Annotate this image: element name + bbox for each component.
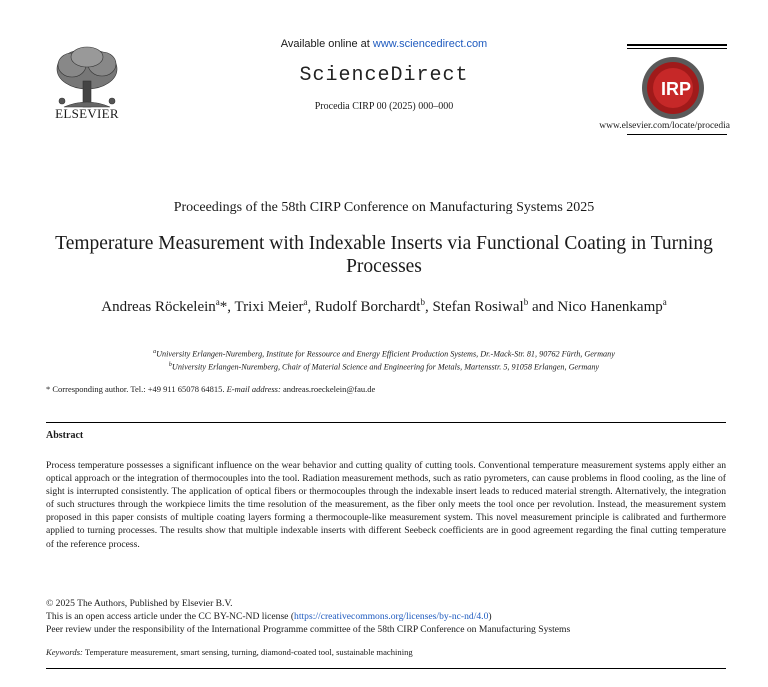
affiliation-text: University Erlangen-Nuremberg, Institute for Ressource and Energy Efficient Production Systems, Dr.-Mack-Str. 81, 90762 Fürth, Germany [156,349,615,359]
conference-name: Proceedings of the 58th CIRP Conference on Manufacturing Systems 2025 [173,200,595,215]
keywords [46,647,413,657]
license-line: This is an open access article under the CC BY-NC-ND license (https://creativecommons.org/licenses/by-nc-nd/4.0) [46,611,492,623]
license-link[interactable]: https://creativecommons.org/licenses/by-nc-nd/4.0 [294,611,489,623]
keywords-text: Temperature measurement, smart sensing, turning, diamond-coated tool, sustainable machining [82,647,413,657]
abstract-text: Process temperature possesses a significant influence on the wear behavior and cutting quality of cutting tools. Conventional temperature measurement systems apply either an optical approach or the integration of thermocouples into the tool. Radiation measurement methods, such as ratio pyrometers, can cause problems in flood cooling, as the line of sight is interrupted consistently. The application of optical fibers or thermocouples through the indexable insert leads to reduced material strength. Alternatively, the integration of such structures through the workpiece limits the time resolution of the measurement, as the fiber only meets the tool once per revolution. Instead, the measurement system proposed in this paper consists of multiple coating layers forming a thermocouple-like measurement system. This novel measurement principle is calibrated and furthermore applied to turning processes. The results show that multiple indexable inserts with different Seebeck coefficients are in good agreement regarding the final cutting temperature of the reference process. [46,460,726,550]
author-name: Stefan Rosiwal [432,299,524,315]
paper-title: Temperature Measurement with Indexable Inserts via Functional Coating in Turning Processes [55,233,713,277]
sciencedirect-link[interactable]: www.sciencedirect.com [372,38,488,50]
cirp-logo-text: IRP [660,79,692,99]
available-online: Available online at www.sciencedirect.com [280,38,488,50]
author-affiliation-mark: a [662,297,667,307]
cirp-logo [640,55,706,121]
author-affiliation-mark: b [523,297,529,307]
corresponding-mark: * [219,299,228,315]
publisher-name: ELSEVIER [55,106,119,121]
corresponding-email[interactable]: andreas.roeckelein@fau.de [280,384,376,394]
copyright-block [46,597,726,636]
header-rule-top-thin [627,48,727,49]
affiliation-line [40,360,728,373]
corresponding-author: * Corresponding author. Tel.: +49 911 65078 64815. E-mail address: andreas.roeckelein@fau.de [46,384,376,394]
affiliation-text: University Erlangen-Nuremberg, Chair of Material Science and Engineering for Metals, Martensstr. 5, 91058 Erlangen, Germany [171,362,600,372]
author-name: Rudolf Borchardt [315,299,421,315]
author-name: Nico Hanenkamp [557,299,663,315]
keywords-label: Keywords: [46,647,83,657]
author-affiliation-mark: a [215,297,220,307]
peer-review-line: Peer review under the responsibility of the International Programme committee of the 58th CIRP Conference on Manufacturing Systems [46,624,571,636]
journal-url[interactable]: www.elsevier.com/locate/procedia [599,121,730,131]
affiliation-line [40,347,728,360]
author-affiliation-mark: a [303,297,308,307]
author-affiliation-mark: b [420,297,425,307]
abstract-heading: Abstract [46,430,84,441]
section-rule-top [46,422,726,423]
author-list: Andreas Röckelein$^a$*, Trixi Meier$^a$, Rudolf Borchardt$^b$, Stefan Rosiwal$^b$ and Nico Hanenkamp$^a$ [101,297,667,315]
sciencedirect-brand: ScienceDirect [299,64,469,87]
affiliation-mark: a [153,349,157,355]
copyright-line: © 2025 The Authors, Published by Elsevier B.V. [46,598,233,609]
journal-line: Procedia CIRP 00 (2025) 000–000 [314,101,454,112]
author-name: Andreas Röckelein [101,299,216,315]
author-name: Trixi Meier [234,299,304,315]
header-rule-top [627,44,727,46]
affiliations [40,347,728,372]
affiliation-mark: b [168,361,172,368]
section-rule-bottom [46,668,726,669]
header-rule-bottom [627,134,727,135]
